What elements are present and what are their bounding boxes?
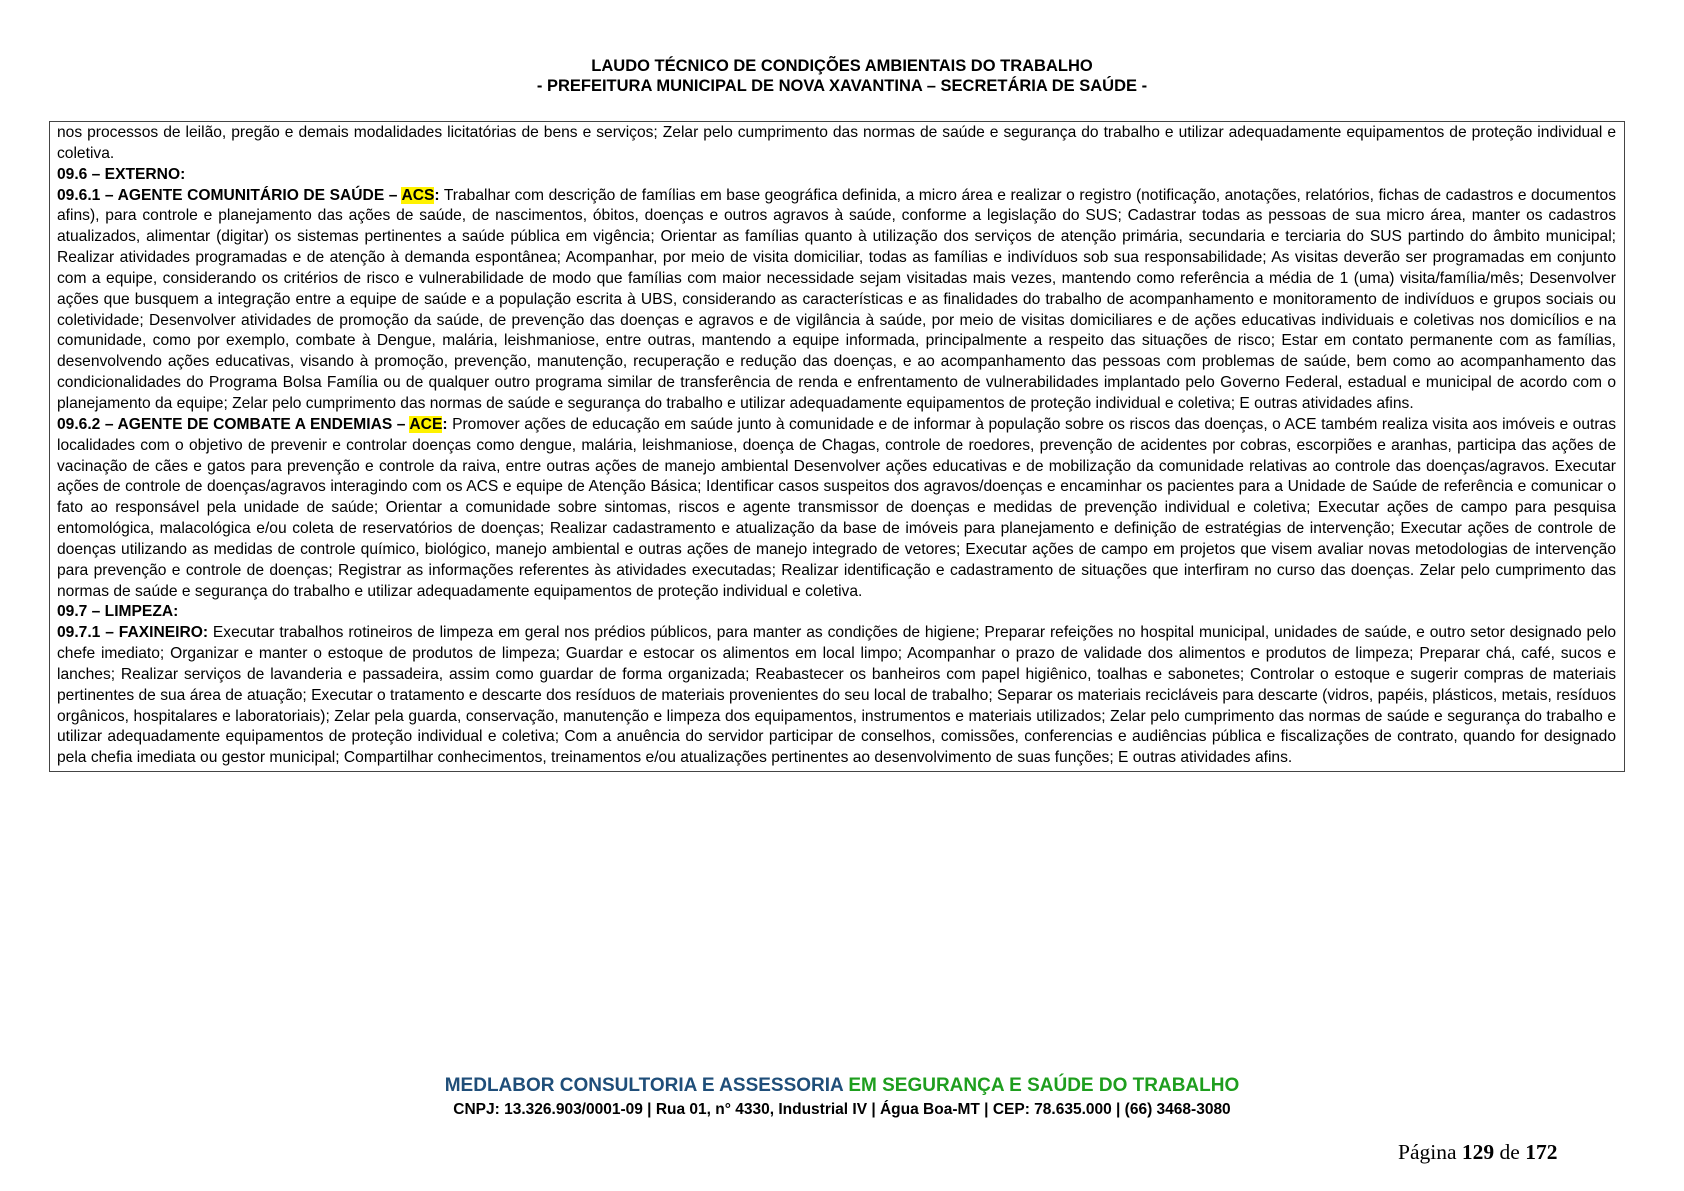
document-footer [0, 1074, 1684, 1120]
page-number: Página 129 de 172 [1398, 1140, 1558, 1164]
faxineiro-description: Executar trabalhos rotineiros de limpeza em geral nos prédios públicos, para manter as condições de higiene; Preparar refeições no hospital municipal, unidades de saúde, e outro setor designado pelo chefe imediato; Organizar e manter o estoque de produtos de limpeza; Guardar e estocar os alimentos em local limpo; Acompanhar o prazo de validade dos alimentos e produtos de limpeza; Preparar chá, café, sucos e lanches; Realizar serviços de lavanderia e passadeira, assim como guardar de forma organizada; Reabastecer os banheiros com papel higiênico, toalhas e sabonetes; Controlar o estoque e sugerir compras de materiais pertinentes de sua área de atuação; Executar o tratamento e descarte dos resíduos de materiais provenientes do seu local de trabalho; Separar os materiais recicláveis para descarte (vidros, papéis, plásticos, metais, resíduos orgânicos, hospitalares e laboratoriais); Zelar pela guarda, conservação, manutenção e limpeza dos equipamentos, instrumentos e materiais utilizados; Zelar pelo cumprimento das normas de saúde e segurança do trabalho e utilizar adequadamente equipamentos de proteção individual e coletiva; Com a anuência do servidor participar de conselhos, comissões, conferencias e audiências pública e fiscalizações de contrato, quando for designado pela chefia imediata ou gestor municipal; Compartilhar conhecimentos, treinamentos e/ou atualizações pertinentes ao desenvolvimento de suas funções; E outras atividades afins. [57, 624, 1616, 767]
acs-description: Trabalhar com descrição de famílias em base geográfica definida, a micro área e realizar o registro (notificação, anotações, relatórios, fichas de cadastros e documentos afins), para controle e planejamento das ações de saúde, de nascimentos, óbitos, doenças e outros agravos à saúde, conforme a legislação do SUS; Cadastrar todas as pessoas de sua micro área, manter os cadastros atualizados, alimentar (digitar) os sistemas pertinentes a saúde pública em vigência; Orientar as famílias quanto à utilização dos serviços de atenção primária, secundaria e terciaria do SUS partindo do âmbito municipal; Realizar atividades programadas e de atenção à demanda espontânea; Acompanhar, por meio de visita domiciliar, todas as famílias e indivíduos sob sua responsabilidade; As visitas deverão ser programadas em conjunto com a equipe, considerando os critérios de risco e vulnerabilidade de modo que famílias com maior necessidade sejam visitadas mais vezes, mantendo como referência a média de 1 (uma) visita/família/mês; Desenvolver ações que busquem a integração entre a equipe de saúde e a população escrita à UBS, considerando as características e as finalidades do trabalho de acompanhamento e monitoramento de indivíduos e grupos sociais ou coletividade; Desenvolver atividades de promoção da saúde, de prevenção das doenças e agravos e de vigilância à saúde, por meio de visitas domiciliares e de ações educativas individuais e coletivas nos domicílios e na comunidade, como por exemplo, combate à Dengue, malária, leishmaniose, entre outras, mantendo a equipe informada, principalmente a respeito das situações de risco; Estar em contato permanente com as famílias, desenvolvendo ações educativas, visando à promoção, prevenção, manutenção, recuperação e redução das doenças, e ao acompanhamento das pessoas com problemas de saúde, bem como ao acompanhamento das condicionalidades do Programa Bolsa Família ou de qualquer outro programa similar de transferência de renda e enfrentamento de vulnerabilidades implantado pelo Governo Federal, estadual e municipal de acordo com o planejamento da equipe; Zelar pelo cumprimento das normas de saúde e segurança do trabalho e utilizar adequadamente equipamentos de proteção individual e coletiva; E outras atividades afins. [57, 186, 1617, 412]
ace-description: Promover ações de educação em saúde junto à comunidade e de informar à população sobre os riscos das doenças, o ACE também realiza visita aos imóveis e outras localidades com o objetivo de prevenir e controlar doenças como dengue, malária, leishmaniose, doença de Chagas, controle de roedores, prevenção de acidentes por cobras, escorpiões e aranhas, participa das ações de vacinação de cães e gatos para prevenção e controle da raiva, entre outras ações de manejo ambiental Desenvolver ações educativas e de mobilização da comunidade relativas ao controle das doenças/agravos. Executar ações de controle de doenças/agravos interagindo com os ACS e equipe de Atenção Básica; Identificar casos suspeitos dos agravos/doenças e encaminhar os pacientes para a Unidade de Saúde de referência e comunicar o fato ao responsável pela unidade de saúde; Orientar a comunidade sobre sintomas, riscos e agente transmissor de doenças e medidas de prevenção individual e coletiva; Executar ações de campo para pesquisa entomológica, malacológica e/ou coleta de reservatórios de doenças; Realizar cadastramento e atualização da base de imóveis para planejamento e definição de estratégias de intervenção; Executar ações de controle de doenças utilizando as medidas de controle químico, biológico, manejo ambiental e outras ações de manejo integrado de vetores; Executar ações de campo em projetos que visem avaliar novas metodologias de intervenção para prevenção e controle de doenças; Registrar as informações referentes às atividades executadas; Realizar identificação e cadastramento de situações que interfiram no curso das doenças. Zelar pelo cumprimento das normas de saúde e segurança do trabalho e utilizar adequadamente equipamentos de proteção individual e coletiva. [57, 415, 1616, 600]
header-subtitle: - PREFEITURA MUNICIPAL DE NOVA XAVANTINA – SECRETÁRIA DE SAÚDE - [536, 77, 1148, 95]
acs-abbreviation: ACS [401, 186, 435, 204]
faxineiro-paragraph [57, 623, 1616, 769]
intro-paragraph: nos processos de leilão, pregão e demais modalidades licitatórias de bens e serviços; Zelar pelo cumprimento das normas de saúde e segurança do trabalho e utilizar adequadamente equipamentos de proteção individual e coletiva. [57, 124, 1616, 162]
document-header [0, 56, 1684, 96]
header-title: LAUDO TÉCNICO DE CONDIÇÕES AMBIENTAIS DO TRABALHO [591, 57, 1093, 75]
acs-label: 09.6.1 – AGENTE COMUNITÁRIO DE SAÚDE – [57, 186, 402, 204]
acs-paragraph: 09.6.1 – AGENTE COMUNITÁRIO DE SAÚDE – ACS: Trabalhar com descrição de famílias em base geográfica definida, a micro área e realizar o registro (notificação, anotações, relatórios, fichas de cadastros e documentos afins), para controle e planejamento das ações de saúde, de nascimentos, óbitos, doenças e outros agravos à saúde, conforme a legislação do SUS; Cadastrar todas as pessoas de sua micro área, manter os cadastros atualizados, alimentar (digitar) os sistemas pertinentes a saúde pública em vigência; Orientar as famílias quanto à utilização dos serviços de atenção primária, secundaria e terciaria do SUS partindo do âmbito municipal; Realizar atividades programadas e de atenção à demanda espontânea; Acompanhar, por meio de visita domiciliar, todas as famílias e indivíduos sob sua responsabilidade; As visitas deverão ser programadas em conjunto com a equipe, considerando os critérios de risco e vulnerabilidade de modo que famílias com maior necessidade sejam visitadas mais vezes, mantendo como referência a média de 1 (uma) visita/família/mês; Desenvolver ações que busquem a integração entre a equipe de saúde e a população escrita à UBS, considerando as características e as finalidades do trabalho de acompanhamento e monitoramento de indivíduos e grupos sociais ou coletividade; Desenvolver atividades de promoção da saúde, de prevenção das doenças e agravos e de vigilância à saúde, por meio de visitas domiciliares e de ações educativas individuais e coletivas nos domicílios e na comunidade, como por exemplo, combate à Dengue, malária, leishmaniose, entre outras, mantendo a equipe informada, principalmente a respeito das situações de risco; Estar em contato permanente com as famílias, desenvolvendo ações educativas, visando à promoção, prevenção, manutenção, recuperação e redução das doenças, e ao acompanhamento das pessoas com problemas de saúde, bem como ao acompanhamento das condicionalidades do Programa Bolsa Família ou de qualquer outro programa similar de transferência de renda e enfrentamento de vulnerabilidades implantado pelo Governo Federal, estadual e municipal de acordo com o planejamento da equipe; Zelar pelo cumprimento das normas de saúde e segurança do trabalho e utilizar adequadamente equipamentos de proteção individual e coletiva; E outras atividades afins. [57, 186, 1617, 412]
faxineiro-label: 09.7.1 – FAXINEIRO: [57, 624, 209, 642]
ace-abbreviation: ACE [409, 415, 443, 433]
content-box [49, 121, 1625, 772]
ace-paragraph: 09.6.2 – AGENTE DE COMBATE A ENDEMIAS – ACE: Promover ações de educação em saúde junto à comunidade e de informar à população sobre os riscos das doenças, o ACE também realiza visita aos imóveis e outras localidades com o objetivo de prevenir e controlar doenças como dengue, malária, leishmaniose, doença de Chagas, controle de roedores, prevenção de acidentes por cobras, escorpiões e aranhas, participa das ações de vacinação de cães e gatos para prevenção e controle da raiva, entre outras ações de manejo ambiental Desenvolver ações educativas e de mobilização da comunidade relativas ao controle das doenças/agravos. Executar ações de controle de doenças/agravos interagindo com os ACS e equipe de Atenção Básica; Identificar casos suspeitos dos agravos/doenças e encaminhar os pacientes para a Unidade de Saúde de referência e comunicar o fato ao responsável pela unidade de saúde; Orientar a comunidade sobre sintomas, riscos e agente transmissor de doenças e medidas de prevenção individual e coletiva; Executar ações de campo para pesquisa entomológica, malacológica e/ou coleta de reservatórios de doenças; Realizar cadastramento e atualização da base de imóveis para planejamento e definição de estratégias de intervenção; Executar ações de controle de doenças utilizando as medidas de controle químico, biológico, manejo ambiental e outras ações de manejo integrado de vetores; Executar ações de campo em projetos que visem avaliar novas metodologias de intervenção para prevenção e controle de doenças; Registrar as informações referentes às atividades executadas; Realizar identificação e cadastramento de situações que interfiram no curso das doenças. Zelar pelo cumprimento das normas de saúde e segurança do trabalho e utilizar adequadamente equipamentos de proteção individual e coletiva. [57, 415, 1616, 600]
ace-label: 09.6.2 – AGENTE DE COMBATE A ENDEMIAS – [57, 415, 410, 433]
section-heading-limpeza: 09.7 – LIMPEZA: [57, 603, 179, 621]
footer-company: MEDLABOR CONSULTORIA E ASSESSORIA EM SEGURANÇA E SAÚDE DO TRABALHO [444, 1075, 1240, 1096]
footer-address: CNPJ: 13.326.903/0001-09 | Rua 01, n° 4330, Industrial IV | Água Boa-MT | CEP: 78.635.000 | (66) 3468-3080 [453, 1101, 1231, 1118]
section-heading-externo: 09.6 – EXTERNO: [57, 165, 186, 183]
